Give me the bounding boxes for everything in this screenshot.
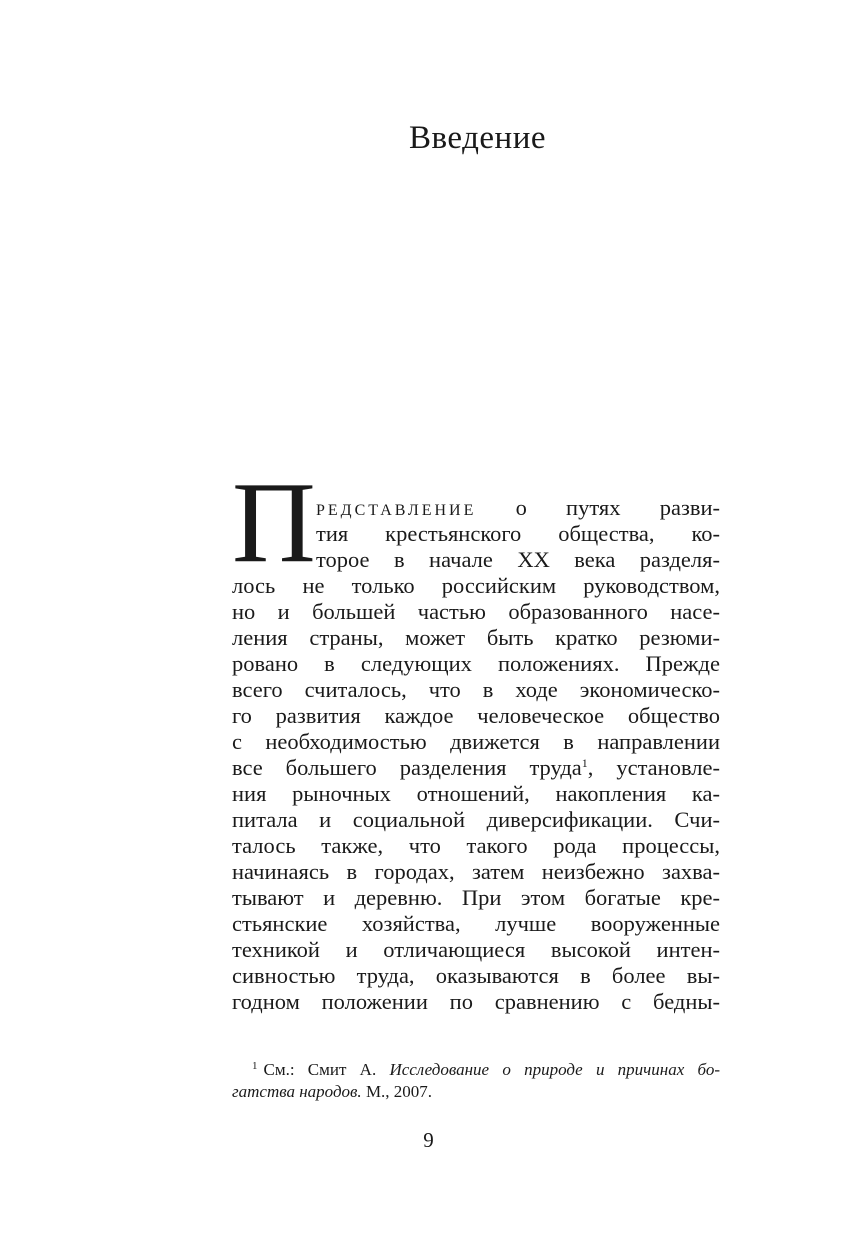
body-line-14: талось также, что такого рода процессы,	[232, 833, 720, 858]
body-line-3: торое в начале XX века разделя-	[316, 547, 720, 572]
footnote-mark: 1	[252, 1060, 258, 1072]
footnote-title-part1: Исследование о природе и причинах бо-	[389, 1060, 720, 1079]
footnote-line-1	[232, 1054, 720, 1082]
body-line-5: но и большей частью образованного насе-	[232, 599, 720, 624]
body-line-7: ровано в следующих положениях. Прежде	[232, 651, 720, 676]
body-line-4: лось не только российским руководством,	[232, 573, 720, 598]
page-number: 9	[423, 1128, 434, 1152]
body-line-8: всего считалось, что в ходе экономическо-	[232, 677, 720, 702]
body-line-17: стьянские хозяйства, лучше вооруженные	[232, 911, 720, 936]
body-line-18: техникой и отличающиеся высокой интен-	[232, 937, 720, 962]
footnote-title-part2: гатства народов.	[232, 1082, 362, 1101]
body-line-11-text: все большего разделения труда	[232, 755, 582, 780]
body-line-19: сивностью труда, оказываются в более вы-	[232, 963, 720, 988]
footnote-suffix: М., 2007.	[361, 1082, 433, 1101]
body-line-9: го развития каждое человеческое общество	[232, 703, 720, 728]
body-line-10: с необходимостью движется в направлении	[232, 729, 720, 754]
footnote-line-2	[232, 1079, 720, 1104]
footnote-prefix: См.: Смит А.	[263, 1060, 390, 1079]
body-line-20: годном положении по сравнению с бедны-	[232, 989, 720, 1014]
body-line-11	[232, 755, 720, 781]
body-line-12: ния рыночных отношений, накопления ка-	[232, 781, 720, 806]
body-line-1	[316, 495, 720, 521]
body-line-13: питала и социальной диверсификации. Счи-	[232, 807, 720, 832]
body-line-1-text: о путях разви-	[476, 495, 720, 520]
body-line-2: тия крестьянского общества, ко-	[316, 521, 720, 546]
lead-word: редставление	[316, 495, 477, 520]
body-line-16: тывают и деревню. При этом богатые кре-	[232, 885, 720, 910]
footnote-ref[interactable]: 1	[581, 756, 588, 770]
body-line-6: ления страны, может быть кратко резюми-	[232, 625, 720, 650]
body-line-15: начинаясь в городах, затем неизбежно захва-	[232, 859, 720, 884]
drop-cap: П	[232, 459, 316, 587]
body-line-11-tail: , установле-	[587, 755, 720, 780]
chapter-title: Введение	[408, 120, 546, 156]
